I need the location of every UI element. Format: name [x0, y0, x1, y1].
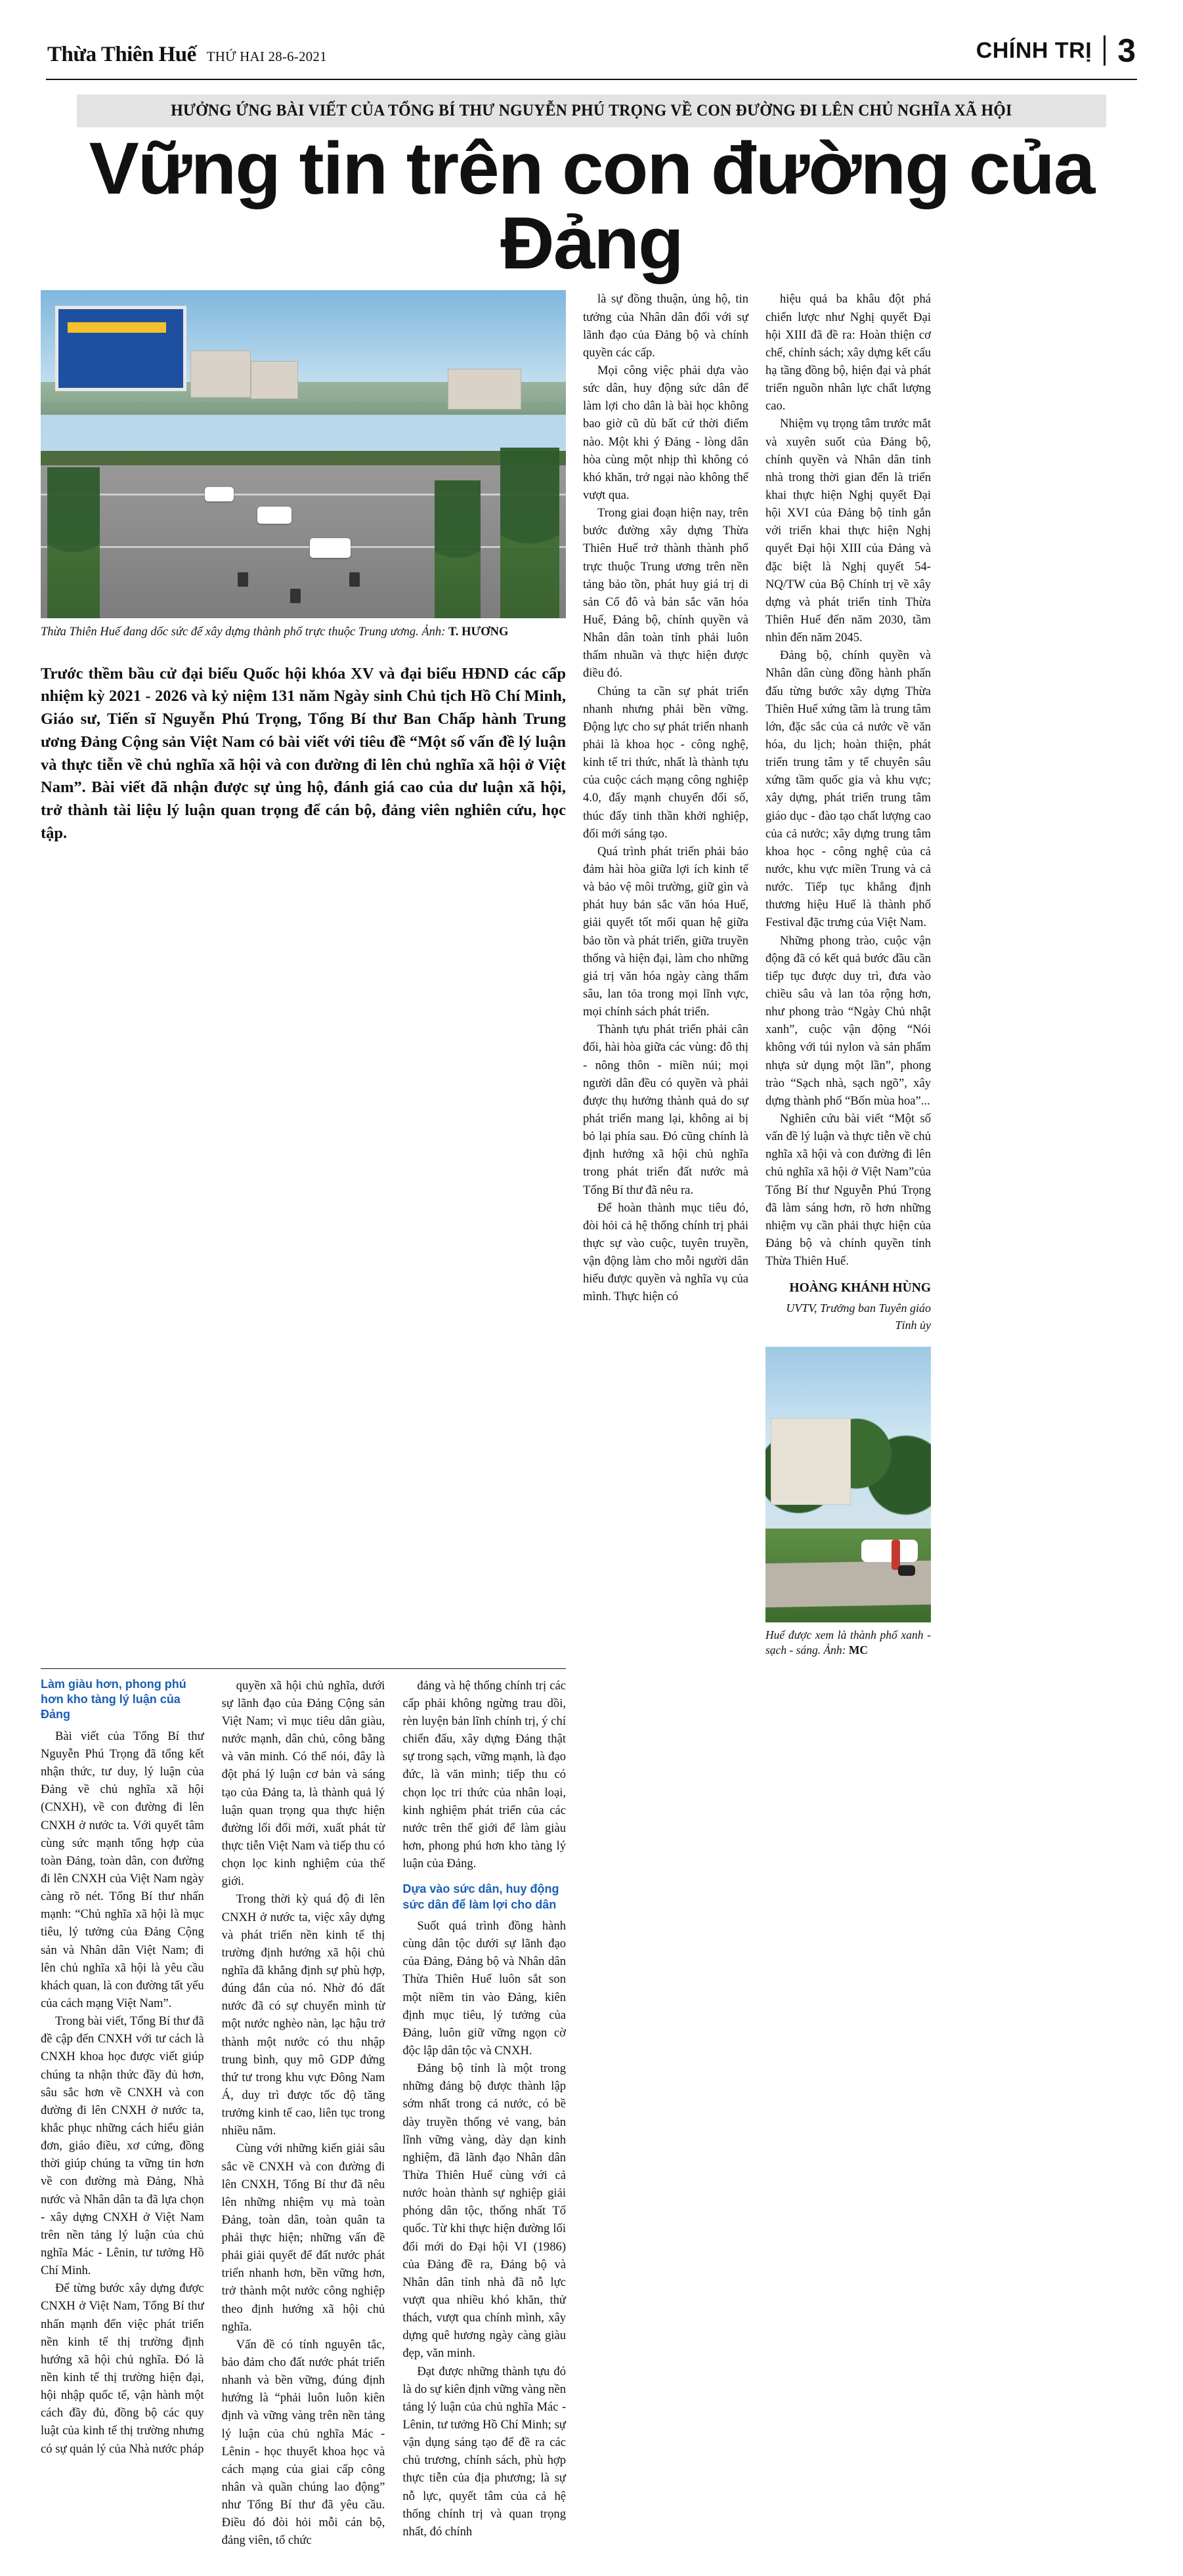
paragraph: Thành tựu phát triển phải cân đối, hài hòa giữa các vùng: đô thị - nông thôn - miền núi; mọi người dân đều có quyền và phải được thụ hưởng thành quả do sự phát triển mang lại, không ai bị bỏ lại phía sau. Đó cũng chính là định hướng xã hội chủ nghĩa trong phát triển đất nước mà Tổng Bí thư đã nêu ra. [583, 1023, 748, 1197]
paragraph: Suốt quá trình đồng hành cùng dân tộc dưới sự lãnh đạo của Đảng, Đảng bộ và Nhân dân Thừa Thiên Huế luôn sắt son một niềm tin vào Đảng, kiên định mục tiêu, lý tưởng của Đảng, luôn giữ vững ngọn cờ độc lập dân tộc và CNXH. [402, 1919, 567, 2058]
kicker-banner [77, 95, 1106, 127]
paragraph: Chúng ta cần sự phát triển nhanh nhưng phải bền vững. Động lực cho sự phát triển nhanh phải là khoa học - công nghệ, kinh tế tri thức, nhất là thành tựu của cuộc cách mạng công nghiệp 4.0, đẩy mạnh chuyển đổi số, thúc đẩy tinh thần khởi nghiệp, đổi mới sáng tạo. [583, 684, 748, 841]
paragraph: Quá trình phát triển phải bảo đảm hài hòa giữa lợi ích kinh tế và bảo vệ môi trường, giữ gìn và phát huy bản sắc văn hóa Huế, giải quyết tốt mối quan hệ giữa bảo tồn và phát triển, giữa truyền thống và hiện đại, làm cho những giá trị văn hóa ngày càng thẩm sâu, lan tỏa trong mọi lĩnh vực, mọi chính sách phát triển. [583, 844, 748, 1019]
paragraph: Cùng với những kiến giải sâu sắc về CNXH và con đường đi lên CNXH, Tổng Bí thư đã nêu lên những nhiệm vụ mà toàn Đảng, toàn dân, toàn quân ta phải thực hiện; những vấn đề phải giải quyết để đất nước phát triển nhanh hơn, bền vững hơn, trở thành một nước công nghiệp theo định hướng xã hội chủ nghĩa. [221, 2142, 385, 2334]
paragraph: Vấn đề có tính nguyên tắc, bảo đảm cho đất nước phát triển nhanh và bền vững, đúng định hướng là “phải luôn luôn kiên định và vững vàng trên nền tảng lý luận của chủ nghĩa Mác - Lênin - học thuyết khoa học và cách mạng của giai cấp công nhân và quần chúng lao động” như Tổng Bí thư đã yêu cầu. Điều đó đòi hỏi mỗi cán bộ, đảng viên, tổ chức [221, 2337, 385, 2548]
top-block [41, 290, 1142, 1657]
body-column-5 [765, 290, 931, 1657]
paragraph: Trong giai đoạn hiện nay, trên bước đường xây dựng Thừa Thiên Huế trở thành thành phố trực thuộc Trung ương trên nền tảng bảo tồn, phát huy giá trị di sản Cố đô và bản sắc văn hóa Huế, Đảng bộ, chính quyền và Nhân dân toàn tỉnh phải luôn thấm nhuần và thực hiện được điều đó. [583, 506, 748, 681]
body-column-2 [222, 1677, 385, 2550]
bottom-photo-caption [765, 1628, 931, 1658]
paragraph: Trong bài viết, Tổng Bí thư đã đề cập đến CNXH với tư cách là CNXH khoa học được viết giúp chúng ta nhận thức đầy đủ hơn, sâu sắc hơn về CNXH và con đường đi lên CNXH ở nước ta, khắc phục những cách hiểu giản đơn, giáo điều, xơ cứng, đồng thời giúp chúng ta vững tin hơn về con đường mà Đảng, Nhà nước và Nhân dân ta đã lựa chọn - xây dựng CNXH ở Việt Nam trên nền tảng lý luận của chủ nghĩa Mác - Lênin, tư tưởng Hồ Chí Minh. [41, 2014, 204, 2278]
main-photo-credit: T. HƯƠNG [448, 625, 509, 639]
paragraph: Đảng bộ tỉnh là một trong những đảng bộ được thành lập sớm nhất trong cả nước, có bề dày truyền thống vẻ vang, bản lĩnh vững vàng, dày dạn kinh nghiệm, đã lãnh đạo Nhân dân Thừa Thiên Huế cùng với cả nước hoàn thành sự nghiệp giải phóng dân tộc, thống nhất Tổ quốc. Từ khi thực hiện đường lối đổi mới do Đại hội VI (1986) của Đảng đề ra, Đảng bộ và Nhân dân tỉnh nhà đã nỗ lực vượt qua nhiều khó khăn, thử thách, vượt qua chính mình, xây dựng quê hương ngày càng giàu đẹp, văn minh. [402, 2061, 567, 2361]
paragraph: Bài viết của Tổng Bí thư Nguyễn Phú Trọng đã tổng kết nhận thức, tư duy, lý luận của Đảng về chủ nghĩa xã hội (CNXH), về con đường đi lên CNXH ở nước ta. Với quyết tâm cùng sức mạnh tổng hợp của toàn Đảng, toàn dân, con đường đi lên CNXH của Việt Nam ngày càng rõ nét. Tổng Bí thư nhấn mạnh: “Chủ nghĩa xã hội là mục tiêu, lý tưởng của Đảng Cộng sản và Nhân dân Việt Nam; đi lên chủ nghĩa xã hội là yêu cầu khách quan, là con đường tất yếu của cách mạng Việt Nam”. [41, 1729, 204, 2010]
main-photo-caption [41, 624, 566, 640]
paragraph: quyền xã hội chủ nghĩa, dưới sự lãnh đạo của Đảng Cộng sản Việt Nam; vì mục tiêu dân giàu, nước mạnh, dân chủ, công bằng và văn minh. Có thể nói, đây là đột phá lý luận cơ bản và sáng tạo của Đảng ta, là thành quả lý luận quan trọng qua thực hiện đường lối đổi mới, xuất phát từ thực tiễn Việt Nam và tiếp thu có chọn lọc kinh nghiệm của thế giới. [221, 1678, 385, 1889]
paper-name: Thừa Thiên Huế [47, 43, 196, 66]
lead-block [41, 290, 566, 1657]
article-signature [765, 1279, 931, 1334]
top-right-columns [583, 290, 1142, 1657]
paragraph: Để hoàn thành mục tiêu đó, đòi hỏi cả hệ thống chính trị phải thực sự vào cuộc, tuyên truyền, vận động làm cho mỗi người dân hiểu được quyền và nghĩa vụ của mình. Thực hiện có [583, 1200, 748, 1304]
paragraph: Đạt được những thành tựu đó là do sự kiên định vững vàng nền tảng lý luận của chủ nghĩa Mác - Lênin, tư tưởng Hồ Chí Minh; sự vận dụng sáng tạo để đề ra các chủ trương, chính sách, phù hợp thực tiễn của địa phương; là sự nỗ lực, quyết tâm của cả hệ thống chính trị và quan trọng nhất, đó chính [402, 2364, 567, 2539]
body-columns [41, 1677, 566, 2550]
paragraph: Để từng bước xây dựng được CNXH ở Việt Nam, Tổng Bí thư nhấn mạnh đến việc phát triển nền kinh tế thị trường định hướng xã hội chủ nghĩa. Đó là nền kinh tế thị trường hiện đại, hội nhập quốc tế, vận hành một cách đầy đủ, đồng bộ các quy luật của kinh tế thị trường nhưng có sự quản lý của Nhà nước pháp [41, 2281, 204, 2456]
author-role: UVTV, Trưởng ban Tuyên giáo Tỉnh ủy [786, 1301, 931, 1332]
paragraph: là sự đồng thuận, ủng hộ, tin tưởng của Nhân dân đối với sự lãnh đạo của Đảng bộ và chính quyền các cấp. [583, 292, 748, 360]
masthead-rule [46, 79, 1137, 80]
paragraph: đảng và hệ thống chính trị các cấp phải không ngừng trau dồi, rèn luyện bản lĩnh chính trị, ý chí chiến đấu, xây dựng Đảng thật sự trong sạch, vững mạnh, là đạo đức, là văn minh; tiếp thu có chọn lọc tri thức của nhân loại, kinh nghiệm phát triển của các nước trên thế giới để làm giàu hơn, phong phú hơn kho tàng lý luận của Đảng. [402, 1678, 567, 1871]
bottom-photo-caption-text: Huế được xem là thành phố xanh - sạch - sáng. Ảnh: [765, 1628, 931, 1657]
main-photo [41, 290, 566, 618]
paragraph: Đảng bộ, chính quyền và Nhân dân cùng đồng hành phấn đấu từng bước xây dựng Thừa Thiên Huế xứng tầm là trung tâm lớn, đặc sắc của cả nước về văn hóa, du lịch; hoàn thiện, phát triển trung tâm y tế chuyên sâu xứng tầm quốc gia và khu vực; xây dựng, phát triển trung tâm giáo dục - đào tạo chất lượng cao của cả nước; xây dựng trung tâm khoa học - công nghệ của cả nước, khu vực miền Trung và cả nước. Tiếp tục khẳng định thương hiệu Huế là thành phố Festival đặc trưng của Việt Nam. [765, 648, 931, 930]
main-photo-caption-text: Thừa Thiên Huế đang dốc sức để xây dựng thành phố trực thuộc Trung ương. Ảnh: [41, 625, 446, 639]
section-divider [41, 1668, 566, 1669]
page-number: 3 [1117, 32, 1136, 69]
paragraph: Mọi công việc phải dựa vào sức dân, huy động sức dân để làm lợi cho dân là bài học không bao giờ cũ dù bất cứ thời điểm nào. Một khi ý Đảng - lòng dân hòa cùng một nhịp thì không có khó khăn, trở ngại nào không thể vượt qua. [583, 364, 748, 503]
masthead [41, 34, 1142, 72]
billboard-icon [55, 306, 186, 391]
body-column-3 [402, 1677, 566, 2550]
masthead-divider [1104, 35, 1106, 66]
section-name: CHÍNH TRỊ [976, 37, 1092, 63]
author-name: HOÀNG KHÁNH HÙNG [789, 1281, 931, 1296]
body-column-1 [41, 1677, 204, 2550]
paragraph: Trong thời kỳ quá độ đi lên CNXH ở nước ta, việc xây dựng và phát triển nền kinh tế thị trường định hướng xã hội chủ nghĩa đã khẳng định sự phù hợp, đúng đắn của nó. Nhờ đó đất nước đã có sự chuyển mình từ một nước nghèo nàn, lạc hậu trở thành một nước có thu nhập trung bình, quy mô GDP đứng thứ tư trong khu vực Đông Nam Á, duy trì được tốc độ tăng trưởng kinh tế cao, liên tục trong nhiều năm. [221, 1892, 385, 2138]
paragraph: Những phong trào, cuộc vận động đã có kết quả bước đầu cần tiếp tục được duy trì, đưa vào chiều sâu và lan tỏa rộng hơn, như phong trào “Ngày Chủ nhật xanh”, cuộc vận động “Nói không với túi nylon và sản phẩm nhựa sử dụng một lần”, phong trào “Sạch nhà, sạch ngõ”, xây dựng thành phố “Bốn mùa hoa”... [765, 933, 931, 1108]
paragraph: Nghiên cứu bài viết “Một số vấn đề lý luận và thực tiễn về chủ nghĩa xã hội và con đường đi lên chủ nghĩa xã hội ở Việt Nam”của Tổng Bí thư Nguyễn Phú Trọng đã làm sáng hơn, rõ hơn những nhiệm vụ cần phải thực hiện của Đảng bộ và chính quyền tỉnh Thừa Thiên Huế. [765, 1111, 931, 1269]
body-column-4 [583, 290, 748, 1657]
paragraph: Nhiệm vụ trọng tâm trước mắt và xuyên suốt của Đảng bộ, chính quyền và Nhân dân tỉnh nhà trong thời gian đến là triển khai thực hiện Nghị quyết Đại hội XVI của Đảng bộ tỉnh gắn với triển khai thực hiện Nghị quyết Đại hội XIII của Đảng và đặc biệt là Nghị quyết 54-NQ/TW của Bộ Chính trị về xây dựng và phát triển tỉnh Thừa Thiên Huế đến năm 2030, tầm nhìn đến năm 2045. [765, 417, 931, 645]
column-subhead-2: Dựa vào sức dân, huy động sức dân để làm lợi cho dân [402, 1882, 559, 1911]
paragraph: hiệu quả ba khâu đột phá chiến lược như Nghị quyết Đại hội XIII đã đề ra: Hoàn thiện cơ chế, chính sách; xây dựng kết cấu hạ tầng đồng bộ, hiện đại và phát triển nguồn nhân lực chất lượng cao. [765, 292, 931, 413]
bottom-photo [765, 1347, 931, 1622]
lead-paragraph: Trước thềm bầu cử đại biểu Quốc hội khóa XV và đại biểu HĐND các cấp nhiệm kỳ 2021 - 2026 và kỷ niệm 131 năm Ngày sinh Chủ tịch Hồ Chí Minh, Giáo sư, Tiến sĩ Nguyễn Phú Trọng, Tổng Bí thư Ban Chấp hành Trung ương Đảng Cộng sản Việt Nam có bài viết với tiêu đề “Một số vấn đề lý luận và thực tiễn về chủ nghĩa xã hội và con đường đi lên chủ nghĩa xã hội ở Việt Nam”. Bài viết đã nhận được sự ủng hộ, đánh giá cao của dư luận xã hội, trở thành tài liệu lý luận quan trọng để cán bộ, đảng viên nghiên cứu, học tập. [41, 664, 566, 842]
kicker-text: HƯỞNG ỨNG BÀI VIẾT CỦA TỔNG BÍ THƯ NGUYỄN PHÚ TRỌNG VỀ CON ĐƯỜNG ĐI LÊN CHỦ NGHĨA XÃ HỘI [171, 100, 1012, 119]
bottom-photo-credit: MC [848, 1643, 869, 1657]
column-subhead-1: Làm giàu hơn, phong phú hơn kho tàng lý luận của Đảng [41, 1677, 186, 1721]
issue-date: THỨ HAI 28-6-2021 [206, 49, 327, 64]
masthead-left [47, 43, 327, 67]
page-title: Vững tin trên con đường của Đảng [89, 127, 1094, 285]
masthead-right [976, 34, 1136, 67]
